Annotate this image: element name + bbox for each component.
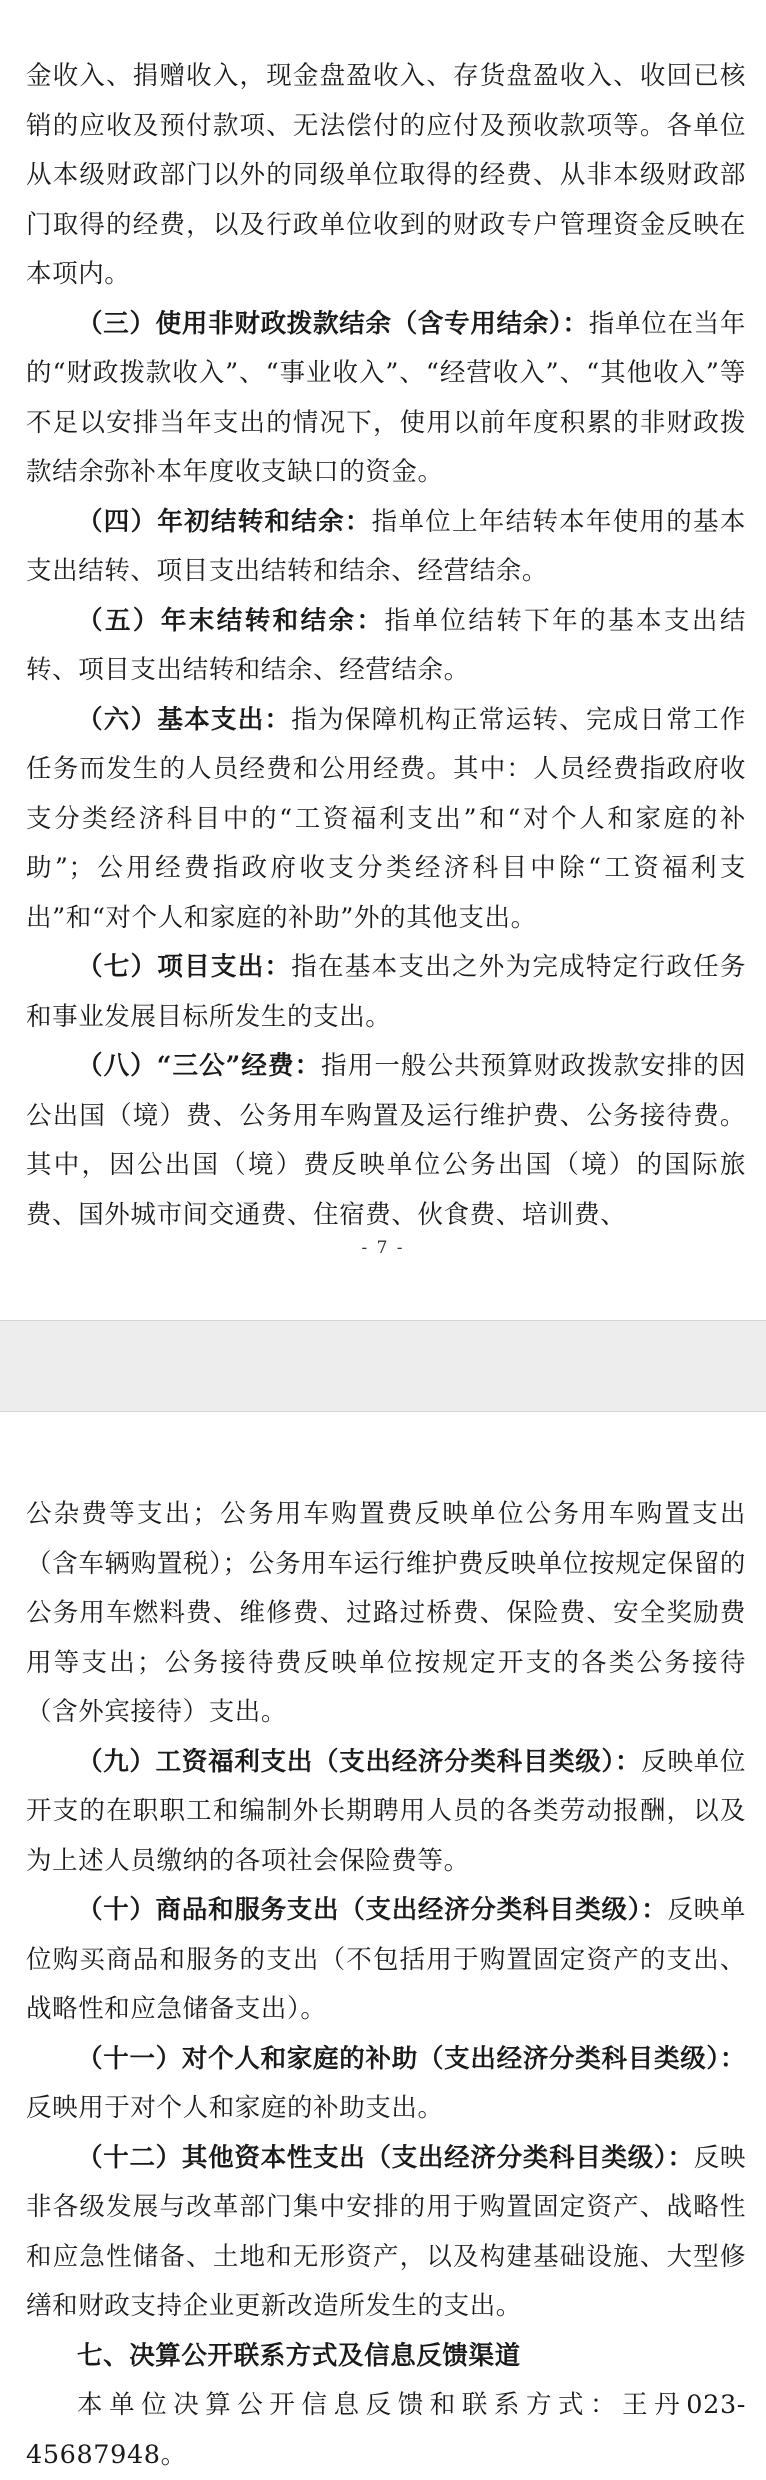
definition-three-public-expenses: 指用一般公共预算财政拨款安排的因公出国（境）费、公务用车购置及运行维护费、公务接待费。其中，因公出国（境）费反映单位公务出国（境）的国际旅费、国外城市间交通费、住宿费、伙食费、培训费、: [26, 1051, 746, 1230]
definition-goods-services: 反映单位购买商品和服务的支出（不包括用于购置固定资产的支出、战略性和应急储备支出）。: [26, 1895, 746, 2024]
paragraph-basic-expenditure: [26, 696, 746, 944]
term-non-fiscal-surplus: （三）使用非财政拨款结余（含专用结余）：: [77, 308, 589, 339]
definition-basic-expenditure: 指为保障机构正常运转、完成日常工作任务而发生的人员经费和公用经费。其中：人员经费指政府收支分类经济科目中的“工资福利支出”和“对个人和家庭的补助”；公用经费指政府收支分类经济科目中除“工资福利支出”和“对个人和家庭的补助”外的其他支出。: [26, 704, 746, 933]
definition-wages-welfare: 反映单位开支的在职职工和编制外长期聘用人员的各类劳动报酬，以及为上述人员缴纳的各项社会保险费等。: [26, 1746, 746, 1876]
section-heading-contact: 七、决算公开联系方式及信息反馈渠道: [77, 2340, 521, 2371]
term-closing-carryover: （五）年末结转和结余：: [77, 605, 385, 636]
paragraph-revenue-continued: 金收入、捐赠收入，现金盘盈收入、存货盘盈收入、收回已核销的应收及预付款项、无法偿付的应付及预收款项等。各单位从本级财政部门以外的同级单位取得的经费、从非本级财政部门取得的经费，以及行政单位收到的财政专户管理资金反映在本项内。: [26, 61, 746, 289]
document-page-8: [0, 1412, 766, 2470]
paragraph-contact-info: 本单位决算公开信息反馈和联系方式：王丹023-45687948。: [26, 2390, 746, 2470]
term-household-subsidies: （十一）对个人和家庭的补助（支出经济分类科目类级）：: [77, 2043, 746, 2074]
term-basic-expenditure: （六）基本支出：: [77, 704, 292, 735]
term-project-expenditure: （七）项目支出：: [77, 952, 292, 982]
page-separator: [0, 1320, 766, 1412]
term-opening-carryover: （四）年初结转和结余：: [77, 506, 372, 537]
definition-closing-carryover: 指单位结转下年的基本支出结转、项目支出结转和结余、经营结余。: [26, 605, 746, 685]
paragraph-project-expenditure: [26, 943, 746, 1042]
paragraph-wages-welfare: [26, 1738, 746, 1887]
term-goods-services: （十）商品和服务支出（支出经济分类科目类级）：: [77, 1895, 668, 1925]
page-number: - 7 -: [361, 1238, 405, 1258]
paragraph-goods-services: [26, 1886, 746, 2035]
paragraph-three-public-expenses: [26, 1042, 746, 1240]
paragraph-closing-carryover: [26, 597, 746, 696]
term-three-public-expenses: （八）“三公”经费：: [77, 1051, 322, 1081]
definition-other-capital: 反映非各级发展与改革部门集中安排的用于购置固定资产、战略性和应急性储备、土地和无形资产，以及构建基础设施、大型修缮和财政支持企业更新改造所发生的支出。: [26, 2142, 746, 2321]
paragraph-household-subsidies: [26, 2035, 746, 2134]
paragraph-three-public-continued: 公杂费等支出；公务用车购置费反映单位公务用车购置支出（含车辆购置税）；公务用车运行维护费反映单位按规定保留的公务用车燃料费、维修费、过路过桥费、保险费、安全奖励费用等支出；公务接待费反映单位按规定开支的各类公务接待（含外宾接待）支出。: [26, 1499, 746, 1727]
paragraph-opening-carryover: [26, 498, 746, 597]
definition-project-expenditure: 指在基本支出之外为完成特定行政任务和事业发展目标所发生的支出。: [26, 952, 746, 1032]
definition-opening-carryover: 指单位上年结转本年使用的基本支出结转、项目支出结转和结余、经营结余。: [26, 506, 746, 586]
paragraph-other-capital: [26, 2134, 746, 2332]
term-wages-welfare: （九）工资福利支出（支出经济分类科目类级）：: [77, 1746, 642, 1777]
definition-non-fiscal-surplus: 指单位在当年的“财政拨款收入”、“事业收入”、“经营收入”、“其他收入”等不足以安排当年支出的情况下，使用以前年度积累的非财政拨款结余弥补本年度收支缺口的资金。: [26, 308, 746, 487]
paragraph-non-fiscal-surplus: [26, 300, 746, 498]
page-8-body: [26, 1490, 746, 2480]
term-other-capital: （十二）其他资本性支出（支出经济分类科目类级）：: [77, 2142, 694, 2173]
page-7-body: [26, 52, 746, 1240]
definition-household-subsidies: 反映用于对个人和家庭的补助支出。: [26, 2093, 444, 2123]
